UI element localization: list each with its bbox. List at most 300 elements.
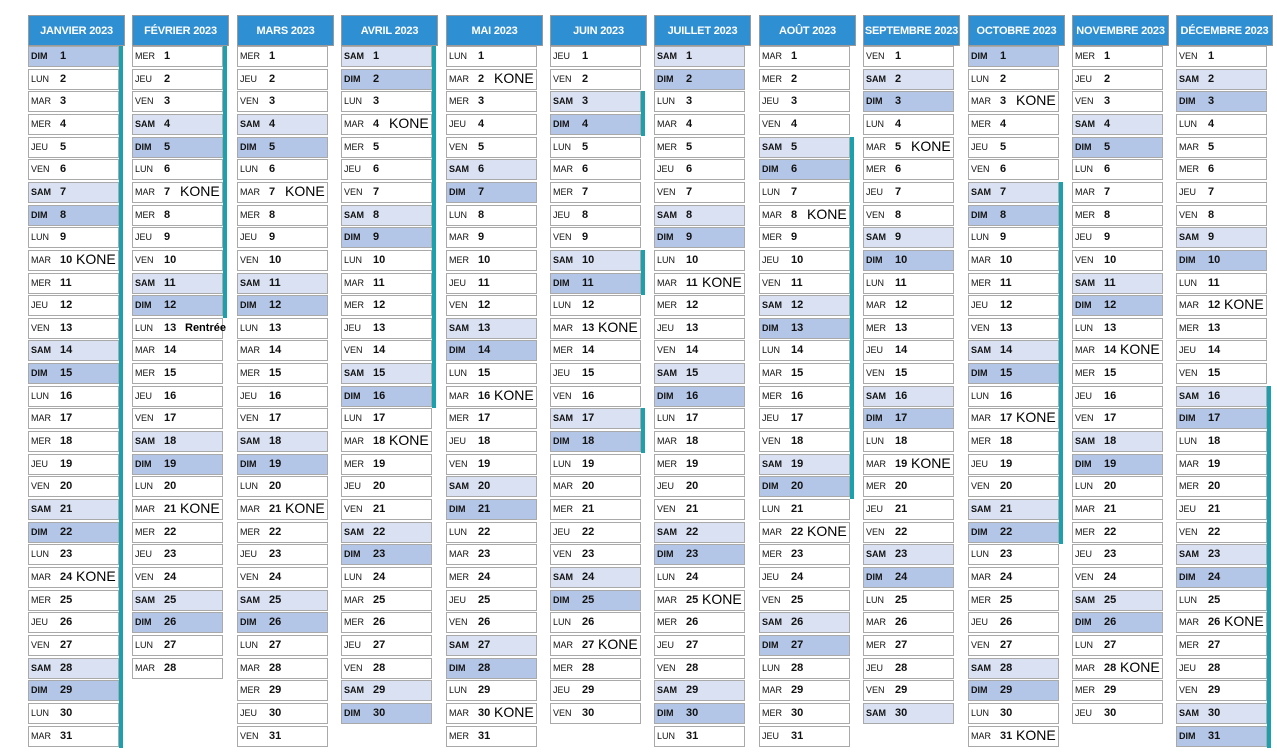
day-cell [759, 612, 850, 633]
day-number: 1 [164, 50, 171, 62]
day-number: 22 [373, 526, 386, 538]
day-abbreviation: MER [657, 142, 677, 152]
day-abbreviation: MAR [762, 527, 782, 537]
day-abbreviation: LUN [135, 164, 154, 174]
day-cell [863, 454, 954, 475]
day-number: 16 [164, 390, 177, 402]
day-abbreviation: VEN [344, 663, 363, 673]
day-cell [446, 137, 537, 158]
day-cell [759, 295, 850, 316]
day-abbreviation: DIM [449, 504, 466, 514]
day-abbreviation: LUN [31, 74, 50, 84]
day-note: KONE [1016, 727, 1056, 743]
month-header: SEPTEMBRE 2023 [863, 15, 960, 46]
day-number: 16 [1104, 390, 1117, 402]
day-cell [1176, 69, 1267, 90]
day-abbreviation: JEU [657, 481, 675, 491]
day-abbreviation: VEN [866, 210, 885, 220]
day-cell [759, 499, 850, 520]
day-cell [550, 703, 641, 724]
day-abbreviation: LUN [971, 708, 990, 718]
day-number: 27 [1208, 639, 1221, 651]
day-number: 3 [582, 95, 589, 107]
day-number: 15 [60, 367, 73, 379]
day-cell [550, 227, 641, 248]
day-abbreviation: JEU [240, 708, 258, 718]
day-number: 26 [373, 616, 386, 628]
day-abbreviation: MAR [449, 74, 469, 84]
day-cell [28, 522, 119, 543]
day-cell [28, 114, 119, 135]
day-number: 13 [60, 322, 73, 334]
day-abbreviation: VEN [553, 549, 572, 559]
day-number: 27 [60, 639, 73, 651]
day-cell [1072, 703, 1163, 724]
day-cell [863, 227, 954, 248]
day-abbreviation: MER [971, 278, 991, 288]
day-abbreviation: MAR [1179, 300, 1199, 310]
day-cell [550, 658, 641, 679]
day-abbreviation: LUN [866, 278, 885, 288]
day-number: 1 [895, 50, 902, 62]
day-cell [446, 499, 537, 520]
day-note: KONE [285, 500, 325, 516]
day-number: 11 [895, 277, 907, 289]
day-number: 11 [60, 277, 72, 289]
day-number: 10 [686, 254, 699, 266]
day-number: 15 [582, 367, 595, 379]
day-abbreviation: MER [449, 413, 469, 423]
day-number: 12 [164, 299, 177, 311]
day-abbreviation: VEN [135, 413, 154, 423]
day-number: 28 [478, 662, 491, 674]
day-abbreviation: MAR [657, 595, 677, 605]
day-cell [968, 114, 1059, 135]
day-cell [446, 680, 537, 701]
day-number: 16 [686, 390, 699, 402]
day-number: 24 [1208, 571, 1221, 583]
period-bar [641, 408, 645, 453]
day-cell [237, 386, 328, 407]
day-abbreviation: SAM [657, 210, 677, 220]
day-abbreviation: MAR [449, 232, 469, 242]
day-abbreviation: MAR [135, 504, 155, 514]
day-abbreviation: SAM [1179, 391, 1199, 401]
day-abbreviation: SAM [240, 436, 260, 446]
day-cell [1072, 454, 1163, 475]
day-cell [863, 386, 954, 407]
day-cell [28, 69, 119, 90]
day-number: 4 [1208, 118, 1215, 130]
day-cell [968, 318, 1059, 339]
day-abbreviation: DIM [1075, 617, 1092, 627]
day-number: 25 [895, 594, 908, 606]
day-abbreviation: SAM [971, 504, 991, 514]
day-number: 13 [1000, 322, 1013, 334]
day-cell [237, 69, 328, 90]
day-number: 12 [686, 299, 699, 311]
day-number: 1 [269, 50, 276, 62]
day-abbreviation: MER [240, 51, 260, 61]
day-cell [968, 91, 1059, 112]
day-number: 10 [1000, 254, 1013, 266]
day-abbreviation: LUN [135, 640, 154, 650]
day-number: 6 [478, 163, 485, 175]
day-number: 17 [164, 412, 177, 424]
day-number: 6 [582, 163, 589, 175]
day-abbreviation: LUN [971, 74, 990, 84]
day-number: 3 [478, 95, 485, 107]
month-column [550, 15, 647, 719]
month-header: OCTOBRE 2023 [968, 15, 1065, 46]
day-number: 28 [164, 662, 177, 674]
day-abbreviation: SAM [449, 640, 469, 650]
day-number: 17 [1104, 412, 1117, 424]
day-number: 16 [60, 390, 73, 402]
day-abbreviation: LUN [866, 119, 885, 129]
day-cell [28, 363, 119, 384]
day-cell [1072, 137, 1163, 158]
day-note: KONE [911, 455, 951, 471]
day-number: 27 [1000, 639, 1013, 651]
day-abbreviation: DIM [657, 549, 674, 559]
day-abbreviation: MAR [971, 255, 991, 265]
day-abbreviation: MER [240, 210, 260, 220]
day-number: 3 [1208, 95, 1215, 107]
day-cell [28, 476, 119, 497]
day-cell [446, 318, 537, 339]
day-abbreviation: MAR [553, 323, 573, 333]
day-abbreviation: DIM [344, 232, 361, 242]
day-number: 10 [1104, 254, 1117, 266]
day-cell [1072, 159, 1163, 180]
day-number: 25 [791, 594, 804, 606]
day-cell [341, 340, 432, 361]
day-number: 10 [373, 254, 386, 266]
day-abbreviation: JEU [553, 527, 571, 537]
day-number: 10 [478, 254, 491, 266]
day-number: 30 [686, 707, 699, 719]
day-number: 21 [60, 503, 73, 515]
day-cell [237, 590, 328, 611]
day-abbreviation: LUN [31, 232, 50, 242]
day-abbreviation: LUN [449, 368, 468, 378]
day-cell [968, 567, 1059, 588]
day-abbreviation: DIM [135, 300, 152, 310]
day-cell [132, 363, 223, 384]
day-number: 21 [269, 503, 282, 515]
day-cell [1072, 635, 1163, 656]
day-cell [1072, 544, 1163, 565]
day-number: 30 [791, 707, 804, 719]
month-header: JUILLET 2023 [654, 15, 751, 46]
day-cell [237, 408, 328, 429]
day-note: KONE [1224, 296, 1264, 312]
day-cell [968, 273, 1059, 294]
day-abbreviation: LUN [31, 708, 50, 718]
day-number: 19 [164, 458, 177, 470]
day-abbreviation: LUN [344, 413, 363, 423]
day-cell [968, 340, 1059, 361]
day-cell [759, 273, 850, 294]
day-cell [1072, 476, 1163, 497]
day-number: 25 [60, 594, 73, 606]
day-number: 22 [582, 526, 595, 538]
day-cell [237, 182, 328, 203]
day-cell [132, 205, 223, 226]
day-cell [341, 295, 432, 316]
day-abbreviation: LUN [344, 572, 363, 582]
day-number: 30 [269, 707, 282, 719]
day-number: 19 [1208, 458, 1221, 470]
day-number: 30 [1208, 707, 1221, 719]
day-abbreviation: JEU [449, 436, 467, 446]
day-abbreviation: DIM [449, 187, 466, 197]
day-abbreviation: VEN [240, 731, 259, 741]
day-cell [759, 703, 850, 724]
day-number: 23 [1208, 548, 1221, 560]
day-cell [863, 250, 954, 271]
day-number: 28 [791, 662, 804, 674]
day-cell [28, 544, 119, 565]
day-abbreviation: MAR [762, 51, 782, 61]
day-number: 8 [582, 209, 589, 221]
day-number: 4 [791, 118, 798, 130]
day-number: 25 [1000, 594, 1013, 606]
day-number: 17 [582, 412, 595, 424]
day-number: 8 [791, 209, 798, 221]
day-number: 8 [1000, 209, 1007, 221]
day-abbreviation: MAR [240, 345, 260, 355]
day-abbreviation: MAR [135, 187, 155, 197]
day-cell [968, 522, 1059, 543]
day-cell [132, 590, 223, 611]
day-abbreviation: DIM [344, 391, 361, 401]
day-cell [759, 680, 850, 701]
day-cell [1072, 295, 1163, 316]
day-abbreviation: VEN [1179, 210, 1198, 220]
day-cell [132, 46, 223, 67]
day-abbreviation: MAR [344, 119, 364, 129]
day-abbreviation: DIM [1179, 731, 1196, 741]
day-cell [237, 499, 328, 520]
day-abbreviation: VEN [657, 504, 676, 514]
day-number: 31 [269, 730, 282, 742]
day-note: KONE [389, 115, 429, 131]
day-abbreviation: MER [240, 685, 260, 695]
month-column [968, 15, 1065, 743]
day-number: 23 [1104, 548, 1117, 560]
day-cell [341, 250, 432, 271]
month-column [1072, 15, 1169, 719]
day-cell [863, 703, 954, 724]
day-cell [1176, 454, 1267, 475]
day-number: 21 [478, 503, 491, 515]
day-abbreviation: LUN [971, 232, 990, 242]
day-abbreviation: LUN [657, 255, 676, 265]
day-cell [863, 612, 954, 633]
day-cell [341, 431, 432, 452]
day-cell [446, 159, 537, 180]
day-abbreviation: MAR [866, 617, 886, 627]
day-abbreviation: SAM [657, 685, 677, 695]
day-number: 17 [791, 412, 804, 424]
day-abbreviation: VEN [553, 74, 572, 84]
day-abbreviation: JEU [31, 300, 49, 310]
day-number: 8 [478, 209, 485, 221]
day-abbreviation: LUN [866, 436, 885, 446]
day-abbreviation: LUN [657, 413, 676, 423]
day-cell [863, 567, 954, 588]
period-bar [432, 46, 436, 408]
day-cell [654, 544, 745, 565]
day-cell [654, 567, 745, 588]
day-abbreviation: SAM [31, 663, 51, 673]
day-cell [759, 340, 850, 361]
day-cell [28, 295, 119, 316]
day-number: 26 [791, 616, 804, 628]
day-number: 3 [1104, 95, 1111, 107]
day-cell [759, 454, 850, 475]
day-number: 2 [60, 73, 67, 85]
day-cell [1072, 431, 1163, 452]
day-cell [446, 46, 537, 67]
day-abbreviation: SAM [135, 119, 155, 129]
day-number: 20 [1104, 480, 1117, 492]
day-number: 29 [791, 684, 804, 696]
day-abbreviation: MAR [449, 391, 469, 401]
day-abbreviation: LUN [1075, 640, 1094, 650]
day-cell [863, 295, 954, 316]
day-cell [654, 408, 745, 429]
day-abbreviation: MAR [553, 481, 573, 491]
day-cell [654, 318, 745, 339]
day-cell [863, 46, 954, 67]
day-cell [132, 499, 223, 520]
day-number: 2 [686, 73, 693, 85]
day-cell [759, 91, 850, 112]
day-cell [132, 250, 223, 271]
day-abbreviation: LUN [31, 391, 50, 401]
day-cell [968, 46, 1059, 67]
day-cell [863, 182, 954, 203]
day-abbreviation: MER [1075, 527, 1095, 537]
day-number: 7 [478, 186, 485, 198]
day-cell [341, 69, 432, 90]
day-number: 25 [269, 594, 282, 606]
day-cell [654, 635, 745, 656]
day-abbreviation: VEN [135, 96, 154, 106]
day-cell [341, 227, 432, 248]
day-abbreviation: VEN [657, 663, 676, 673]
day-cell [237, 680, 328, 701]
day-cell [341, 635, 432, 656]
day-cell [1072, 408, 1163, 429]
day-abbreviation: MAR [866, 459, 886, 469]
day-abbreviation: MER [971, 119, 991, 129]
month-column [132, 15, 229, 674]
month-column [863, 15, 960, 719]
day-number: 11 [1208, 277, 1220, 289]
day-abbreviation: DIM [31, 368, 48, 378]
day-abbreviation: JEU [449, 595, 467, 605]
day-cell [968, 295, 1059, 316]
day-number: 6 [373, 163, 380, 175]
day-abbreviation: LUN [31, 549, 50, 559]
day-number: 18 [269, 435, 282, 447]
day-number: 15 [164, 367, 177, 379]
day-abbreviation: SAM [449, 164, 469, 174]
day-abbreviation: VEN [344, 187, 363, 197]
day-number: 31 [686, 730, 699, 742]
day-cell [759, 431, 850, 452]
day-cell [446, 658, 537, 679]
day-cell [341, 91, 432, 112]
day-cell [1176, 363, 1267, 384]
day-cell [654, 590, 745, 611]
day-cell [237, 137, 328, 158]
day-cell [341, 544, 432, 565]
day-abbreviation: MER [135, 51, 155, 61]
day-number: 26 [478, 616, 491, 628]
day-cell [341, 318, 432, 339]
day-cell [1176, 227, 1267, 248]
day-abbreviation: DIM [553, 595, 570, 605]
day-number: 4 [686, 118, 693, 130]
day-number: 13 [1208, 322, 1221, 334]
day-abbreviation: MER [866, 481, 886, 491]
day-cell [654, 250, 745, 271]
day-abbreviation: SAM [135, 436, 155, 446]
day-number: 28 [582, 662, 595, 674]
day-abbreviation: JEU [553, 368, 571, 378]
day-abbreviation: LUN [135, 481, 154, 491]
day-note: KONE [807, 206, 847, 222]
day-abbreviation: VEN [449, 142, 468, 152]
day-cell [28, 91, 119, 112]
day-abbreviation: MAR [971, 731, 991, 741]
day-cell [968, 454, 1059, 475]
day-number: 12 [582, 299, 595, 311]
day-number: 23 [895, 548, 908, 560]
day-abbreviation: DIM [1075, 300, 1092, 310]
day-cell [550, 159, 641, 180]
day-cell [446, 114, 537, 135]
day-cell [446, 703, 537, 724]
day-abbreviation: MAR [1179, 459, 1199, 469]
day-abbreviation: VEN [762, 278, 781, 288]
day-cell [132, 137, 223, 158]
day-number: 29 [478, 684, 491, 696]
day-abbreviation: JEU [1075, 74, 1093, 84]
day-number: 24 [791, 571, 804, 583]
day-note: KONE [76, 251, 116, 267]
day-cell [1176, 182, 1267, 203]
day-cell [237, 227, 328, 248]
day-abbreviation: MAR [31, 255, 51, 265]
day-number: 26 [686, 616, 699, 628]
day-abbreviation: MAR [240, 504, 260, 514]
day-number: 30 [582, 707, 595, 719]
day-abbreviation: JEU [762, 731, 780, 741]
day-cell [550, 567, 641, 588]
day-abbreviation: MER [449, 572, 469, 582]
day-abbreviation: VEN [1179, 368, 1198, 378]
day-abbreviation: JEU [971, 617, 989, 627]
day-abbreviation: SAM [971, 345, 991, 355]
day-abbreviation: JEU [1075, 391, 1093, 401]
day-number: 8 [164, 209, 171, 221]
